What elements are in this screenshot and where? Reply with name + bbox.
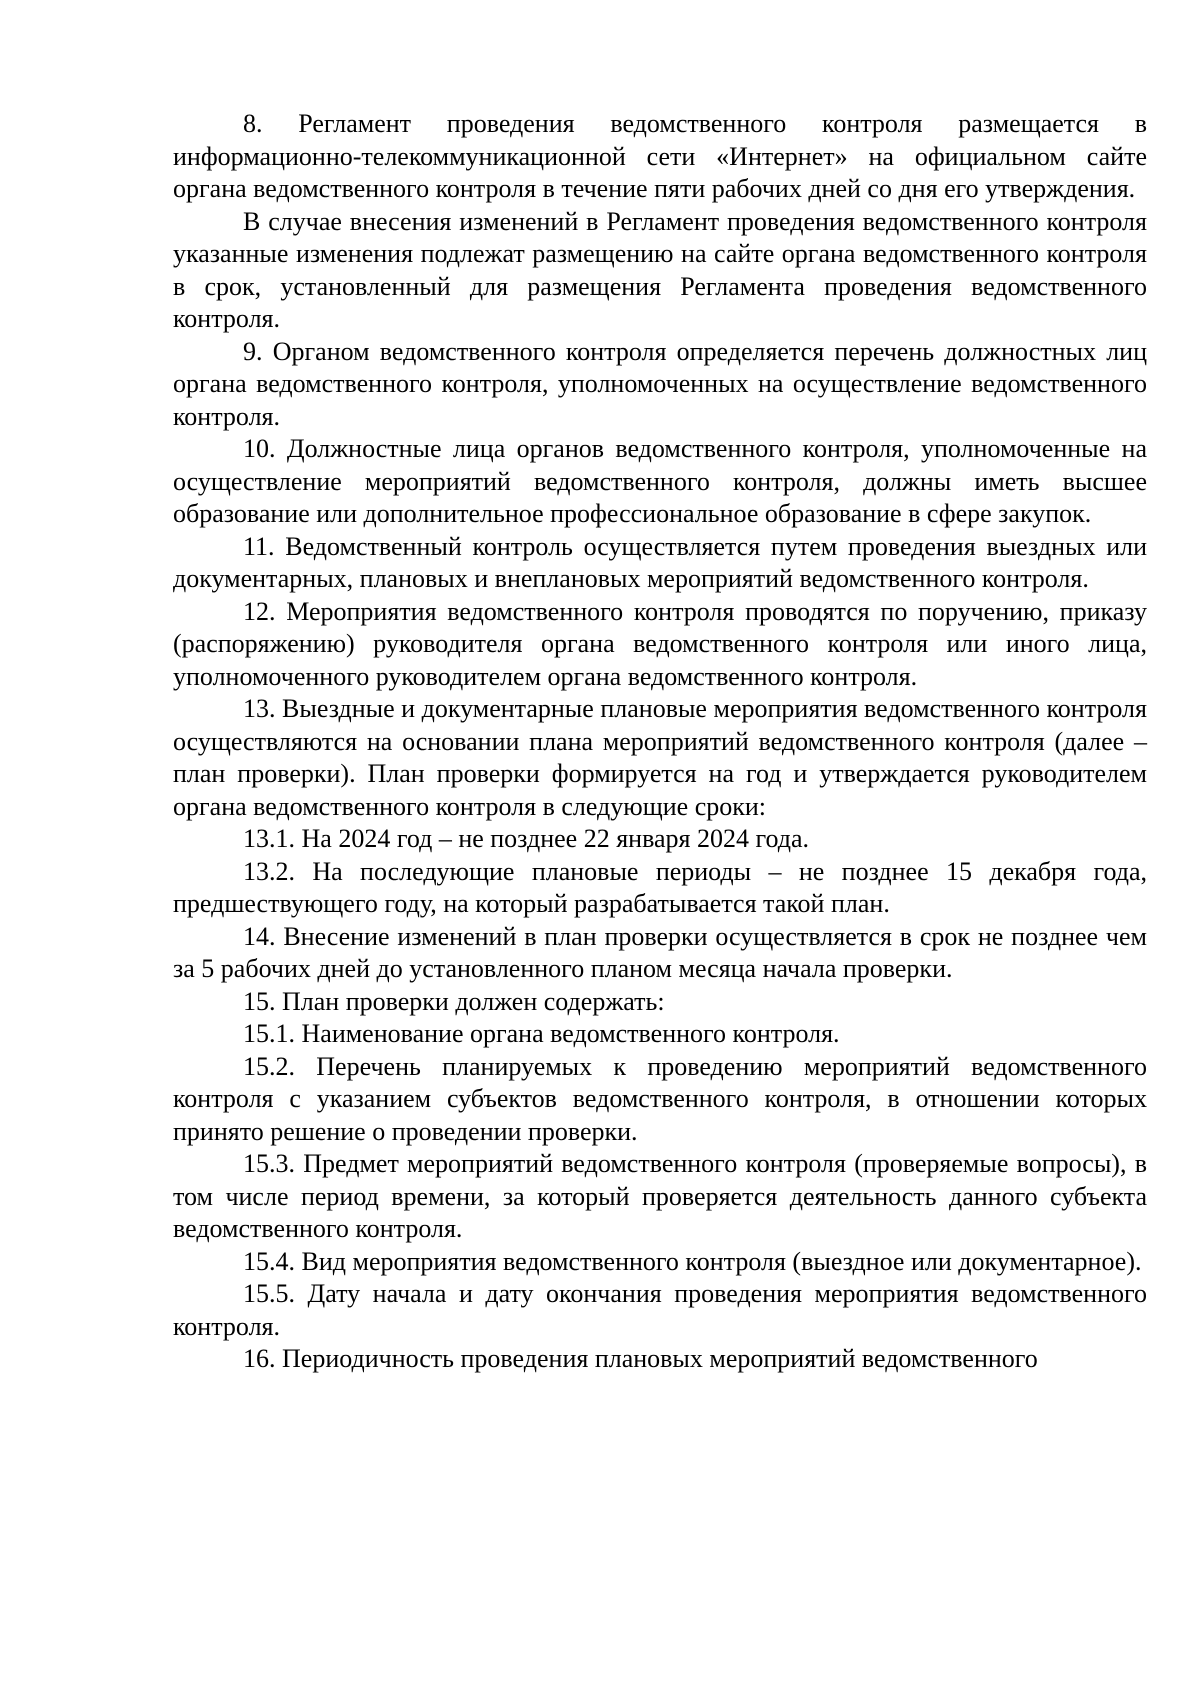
paragraph-15-4: 15.4. Вид мероприятия ведомственного контроля (выездное или документарное). xyxy=(243,1246,1142,1276)
paragraph-13: 13. Выездные и документарные плановые мероприятия ведомственного контроля осуществляются на основании плана мероприятий ведомственного контроля (далее – план проверки). План проверки формируется на год и утверждается руководителем органа ведомственного контроля в следующие сроки: xyxy=(173,694,1147,821)
paragraph-15-1: 15.1. Наименование органа ведомственного контроля. xyxy=(243,1019,840,1048)
paragraph-8: 8. Регламент проведения ведомственного контроля размещается в информационно-телекоммуникационной сети «Интернет» на официальном сайте органа ведомственного контроля в течение пяти рабочих дней со дня его утверждения. xyxy=(173,109,1147,203)
paragraph-15-3: 15.3. Предмет мероприятий ведомственного контроля (проверяемые вопросы), в том числе период времени, за который проверяется деятельность данного субъекта ведомственного контроля. xyxy=(173,1149,1147,1243)
paragraph-11: 11. Ведомственный контроль осуществляется путем проведения выездных или документарных, плановых и внеплановых мероприятий ведомственного контроля. xyxy=(173,531,1147,593)
document-page xyxy=(173,108,1147,1376)
paragraph-10: 10. Должностные лица органов ведомственного контроля, уполномоченные на осуществление мероприятий ведомственного контроля, должны иметь высшее образование или дополнительное профессиональное образование в сфере закупок. xyxy=(173,434,1147,528)
paragraph-12: 12. Мероприятия ведомственного контроля проводятся по поручению, приказу (распоряжению) руководителя органа ведомственного контроля или иного лица, уполномоченного руководителем органа ведомственного контроля. xyxy=(173,596,1147,691)
paragraph-15-5: 15.5. Дату начала и дату окончания проведения мероприятия ведомственного контроля. xyxy=(173,1279,1147,1341)
paragraph-8-amendments: В случае внесения изменений в Регламент проведения ведомственного контроля указанные изменения подлежат размещению на сайте органа ведомственного контроля в срок, установленный для размещения Регламента проведения ведомственного контроля. xyxy=(173,206,1147,333)
paragraph-15: 15. План проверки должен содержать: xyxy=(243,986,665,1016)
paragraph-15-2: 15.2. Перечень планируемых к проведению мероприятий ведомственного контроля с указанием субъектов ведомственного контроля, в отношении которых принято решение о проведении проверки. xyxy=(173,1051,1147,1146)
paragraph-9: 9. Органом ведомственного контроля определяется перечень должностных лиц органа ведомственного контроля, уполномоченных на осуществление ведомственного контроля. xyxy=(173,336,1147,431)
paragraph-14: 14. Внесение изменений в план проверки осуществляется в срок не позднее чем за 5 рабочих дней до установленного планом месяца начала проверки. xyxy=(173,921,1147,983)
paragraph-16: 16. Периодичность проведения плановых мероприятий ведомственного xyxy=(243,1344,1038,1373)
paragraph-13-1: 13.1. На 2024 год – не позднее 22 января 2024 года. xyxy=(243,824,810,853)
paragraph-13-2: 13.2. На последующие плановые периоды – не позднее 15 декабря года, предшествующего году, на который разрабатывается такой план. xyxy=(173,856,1147,918)
